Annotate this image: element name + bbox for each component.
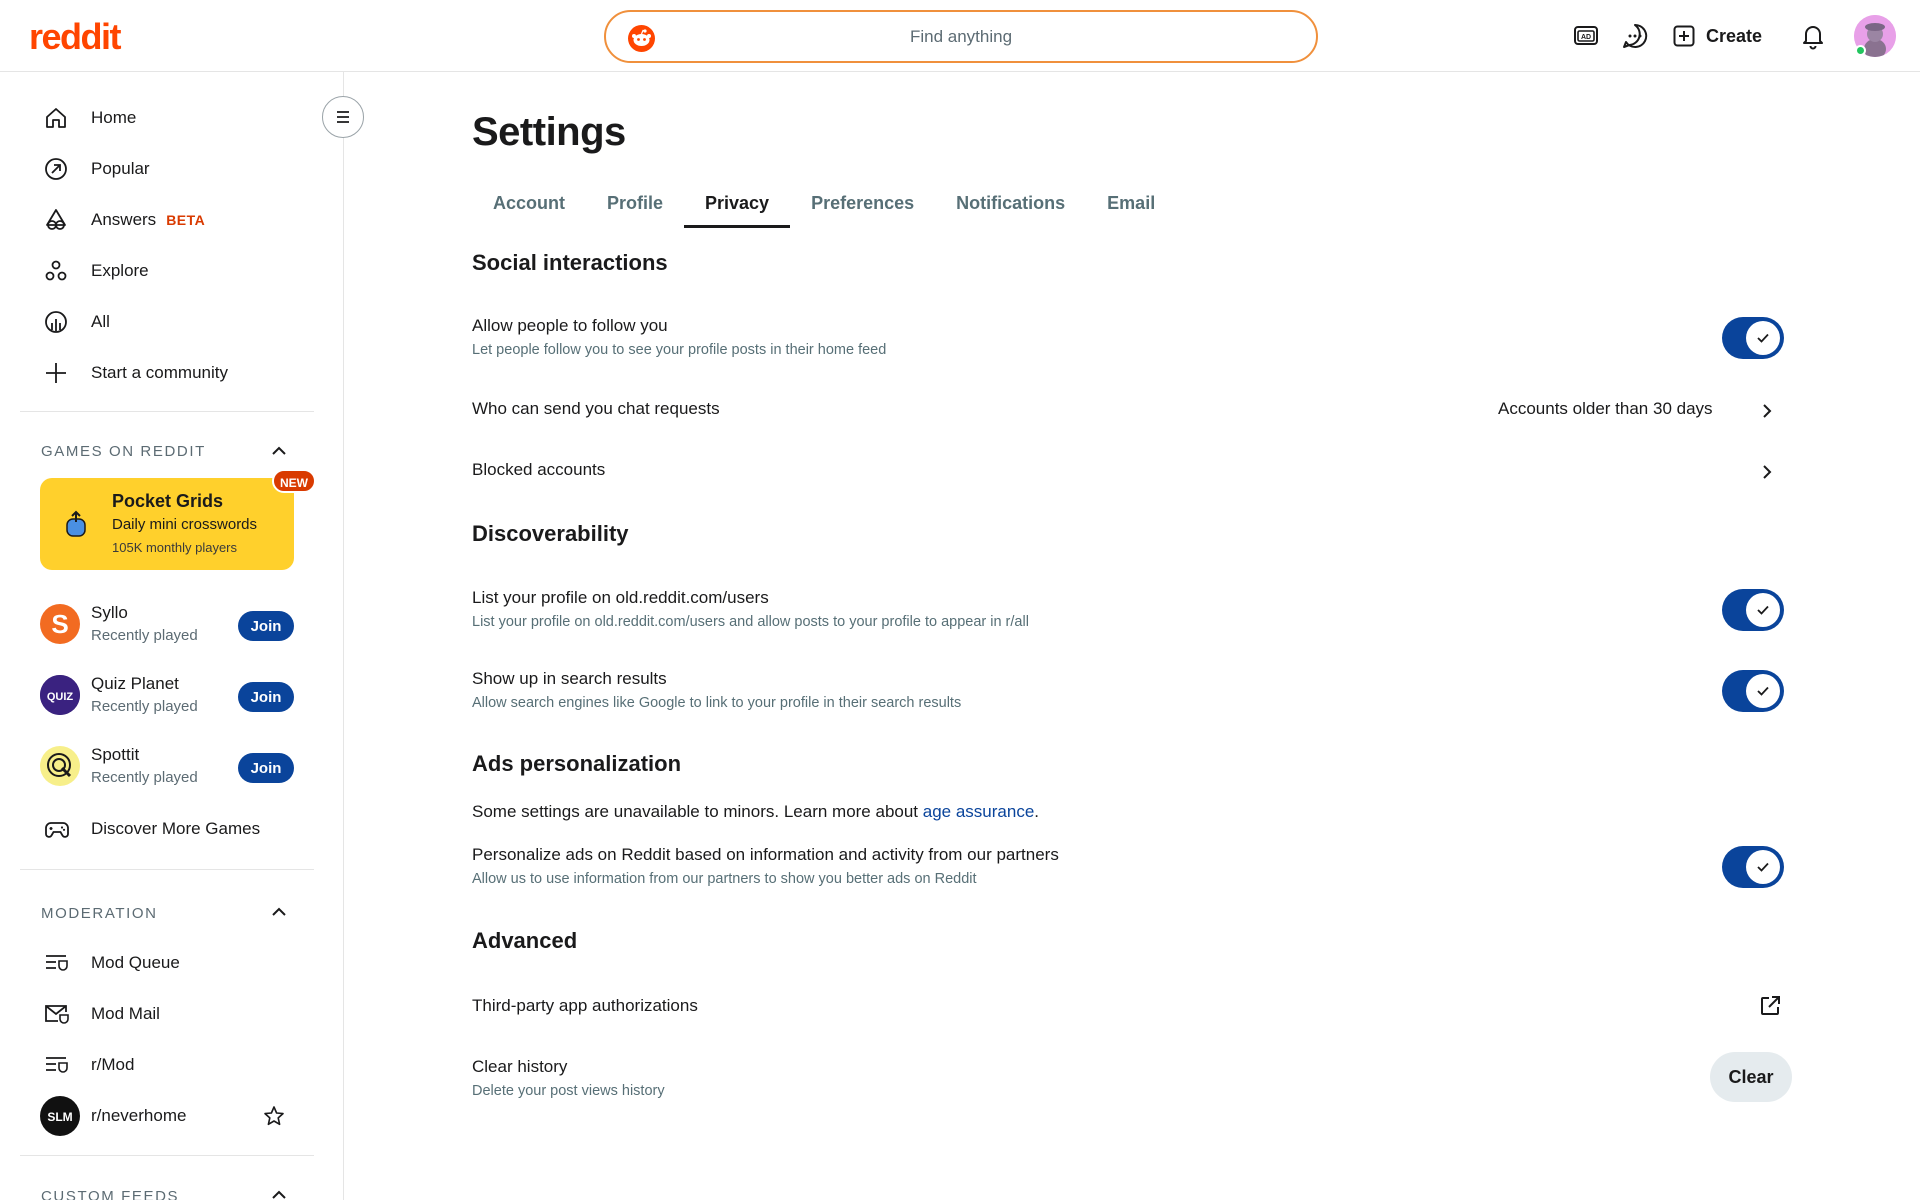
sidebar-item-label: r/neverhome <box>91 1106 187 1125</box>
join-button[interactable]: Join <box>238 611 294 641</box>
notice-text: Some settings are unavailable to minors. Learn more about <box>472 802 923 821</box>
featured-game-title: Pocket Grids <box>112 491 224 511</box>
setting-row-follow[interactable] <box>472 316 1792 366</box>
syllo-icon <box>40 604 80 644</box>
beta-badge: BETA <box>166 212 206 228</box>
snoo-icon <box>628 25 655 52</box>
sidebar-divider <box>20 1155 314 1156</box>
sidebar-item-mod-mail[interactable] <box>20 991 314 1037</box>
tab-notifications[interactable]: Notifications <box>956 193 1066 213</box>
sidebar-item-popular[interactable] <box>20 146 314 192</box>
create-label: Create <box>1706 25 1763 46</box>
game-name: Syllo <box>91 603 128 622</box>
search-results-toggle[interactable] <box>1722 670 1784 712</box>
advertise-icon[interactable] <box>1570 20 1602 52</box>
section-title-ads: Ads personalization <box>472 751 682 776</box>
sidebar-item-start-community[interactable] <box>20 350 314 396</box>
external-link-icon <box>1758 994 1782 1018</box>
chevron-up-icon[interactable] <box>268 901 290 923</box>
game-item-spottit[interactable] <box>40 742 300 792</box>
notice-suffix: . <box>1034 802 1040 821</box>
sidebar-item-label: Popular <box>91 159 150 178</box>
sidebar-item-label: Start a community <box>91 363 228 382</box>
menu-icon <box>333 107 353 127</box>
setting-title: Show up in search results <box>472 669 667 688</box>
tab-preferences[interactable]: Preferences <box>811 193 915 213</box>
chat-requests-value: Accounts older than 30 days <box>1498 399 1713 418</box>
top-header <box>0 0 1920 72</box>
sidebar-item-label: Mod Queue <box>91 953 180 972</box>
spottit-icon <box>40 746 80 786</box>
setting-row-third-party[interactable] <box>472 994 1792 1024</box>
moderation-section-header[interactable]: MODERATION <box>41 905 158 922</box>
star-icon[interactable] <box>263 1105 285 1127</box>
setting-title: Personalize ads on Reddit based on information and activity from our partners <box>472 845 1059 864</box>
mod-icon <box>44 1054 84 1076</box>
reddit-logo[interactable]: reddit <box>29 16 121 57</box>
tab-profile[interactable]: Profile <box>607 193 664 213</box>
collapse-sidebar-button[interactable] <box>322 96 364 138</box>
clear-history-button[interactable]: Clear <box>1710 1052 1792 1102</box>
setting-title: List your profile on old.reddit.com/users <box>472 588 769 607</box>
sidebar-item-label: Answers <box>91 210 157 229</box>
neverhome-icon-text: SLM <box>47 1110 73 1124</box>
sidebar-item-label: Home <box>91 108 137 127</box>
checkmark-icon <box>1746 850 1780 884</box>
featured-game-players: 105K monthly players <box>112 540 238 555</box>
neverhome-community-icon <box>40 1096 80 1136</box>
home-icon <box>44 98 84 138</box>
sidebar-item-mod-queue[interactable] <box>20 940 314 986</box>
game-subtitle: Recently played <box>91 627 198 644</box>
chat-icon[interactable] <box>1619 20 1651 52</box>
join-button[interactable]: Join <box>238 682 294 712</box>
chevron-right-icon <box>1757 462 1777 482</box>
page-title: Settings <box>472 110 626 154</box>
chevron-right-icon <box>1757 401 1777 421</box>
game-name: Quiz Planet <box>91 674 179 693</box>
setting-description: Delete your post views history <box>472 1083 665 1099</box>
game-subtitle: Recently played <box>91 769 198 786</box>
tab-email[interactable]: Email <box>1107 193 1156 213</box>
checkmark-icon <box>1746 593 1780 627</box>
game-item-syllo[interactable] <box>40 600 300 650</box>
setting-title: Who can send you chat requests <box>472 399 720 418</box>
online-status-dot <box>1855 45 1866 56</box>
mod-queue-icon <box>44 952 84 974</box>
game-name: Spottit <box>91 745 140 764</box>
ads-minors-notice <box>472 802 1792 828</box>
sidebar-divider <box>20 411 314 412</box>
setting-description: Let people follow you to see your profile posts in their home feed <box>472 342 887 358</box>
setting-row-clear-history <box>472 1057 1792 1107</box>
setting-description: Allow us to use information from our partners to show you better ads on Reddit <box>472 871 977 887</box>
notification-bell-icon[interactable] <box>1797 20 1829 52</box>
all-icon <box>44 302 84 342</box>
game-item-quiz-planet[interactable] <box>40 671 300 721</box>
new-badge: NEW <box>272 469 316 493</box>
game-subtitle: Recently played <box>91 698 198 715</box>
create-plus-icon <box>1672 24 1696 48</box>
left-sidebar <box>0 72 344 1200</box>
mod-mail-icon <box>44 1003 84 1025</box>
discover-more-games[interactable] <box>20 806 314 852</box>
age-assurance-link[interactable]: age assurance <box>922 802 1035 821</box>
setting-row-chat-requests[interactable] <box>472 396 1792 426</box>
sidebar-item-label: Mod Mail <box>91 1004 160 1023</box>
search-bar[interactable] <box>604 10 1318 63</box>
svg-text:AD: AD <box>1580 34 1592 41</box>
sidebar-divider <box>20 869 314 870</box>
settings-tabs <box>472 182 1176 228</box>
sidebar-item-home[interactable] <box>20 95 314 141</box>
sidebar-item-label: Discover More Games <box>91 819 261 838</box>
old-reddit-toggle[interactable] <box>1722 589 1784 631</box>
games-section-header[interactable]: GAMES ON REDDIT <box>41 443 206 460</box>
search-input[interactable] <box>666 25 1256 49</box>
section-title-discoverability: Discoverability <box>472 521 629 546</box>
quiz-planet-icon <box>40 675 80 715</box>
popular-arrow-icon <box>44 149 84 189</box>
tab-privacy[interactable]: Privacy <box>684 182 790 228</box>
setting-row-old-reddit[interactable] <box>472 588 1792 638</box>
section-title-social: Social interactions <box>472 250 668 275</box>
explore-icon <box>44 251 84 291</box>
setting-title: Clear history <box>472 1057 568 1076</box>
setting-description: List your profile on old.reddit.com/users and allow posts to your profile to appear in r/all <box>472 614 1029 630</box>
svg-text:S: S <box>51 609 69 639</box>
checkmark-icon <box>1746 674 1780 708</box>
setting-row-partner-ads[interactable] <box>472 845 1792 895</box>
join-button[interactable]: Join <box>238 753 294 783</box>
checkmark-icon <box>1746 321 1780 355</box>
sidebar-item-label: Explore <box>91 261 149 280</box>
setting-description: Allow search engines like Google to link to your profile in their search results <box>472 695 962 711</box>
sidebar-item-label: r/Mod <box>91 1055 135 1074</box>
featured-game-subtitle: Daily mini crosswords <box>112 516 258 533</box>
sidebar-item-r-mod[interactable] <box>20 1042 314 1088</box>
setting-title: Blocked accounts <box>472 460 606 479</box>
sidebar-item-all[interactable] <box>20 299 314 345</box>
custom-feeds-section-header[interactable]: CUSTOM FEEDS <box>41 1188 180 1200</box>
sidebar-item-r-neverhome[interactable] <box>20 1093 314 1139</box>
sidebar-item-label: All <box>91 312 110 331</box>
partner-ads-toggle[interactable] <box>1722 846 1784 888</box>
chevron-up-icon[interactable] <box>268 1184 290 1200</box>
plus-icon <box>44 353 84 393</box>
setting-title: Allow people to follow you <box>472 316 668 335</box>
setting-row-search-results[interactable] <box>472 669 1792 719</box>
pocket-grids-icon <box>64 510 88 538</box>
setting-row-blocked[interactable] <box>472 457 1792 487</box>
featured-game-card[interactable] <box>40 478 294 570</box>
follow-toggle[interactable] <box>1722 317 1784 359</box>
sidebar-item-explore[interactable] <box>20 248 314 294</box>
section-title-advanced: Advanced <box>472 928 578 953</box>
chevron-up-icon[interactable] <box>268 440 290 462</box>
create-button[interactable] <box>1672 18 1762 54</box>
quiz-icon-text: QUIZ <box>46 691 74 703</box>
tab-account[interactable]: Account <box>493 193 565 213</box>
answers-icon <box>44 200 84 240</box>
sidebar-item-answers[interactable] <box>20 197 314 243</box>
gamepad-icon <box>44 809 84 849</box>
setting-title: Third-party app authorizations <box>472 996 698 1015</box>
